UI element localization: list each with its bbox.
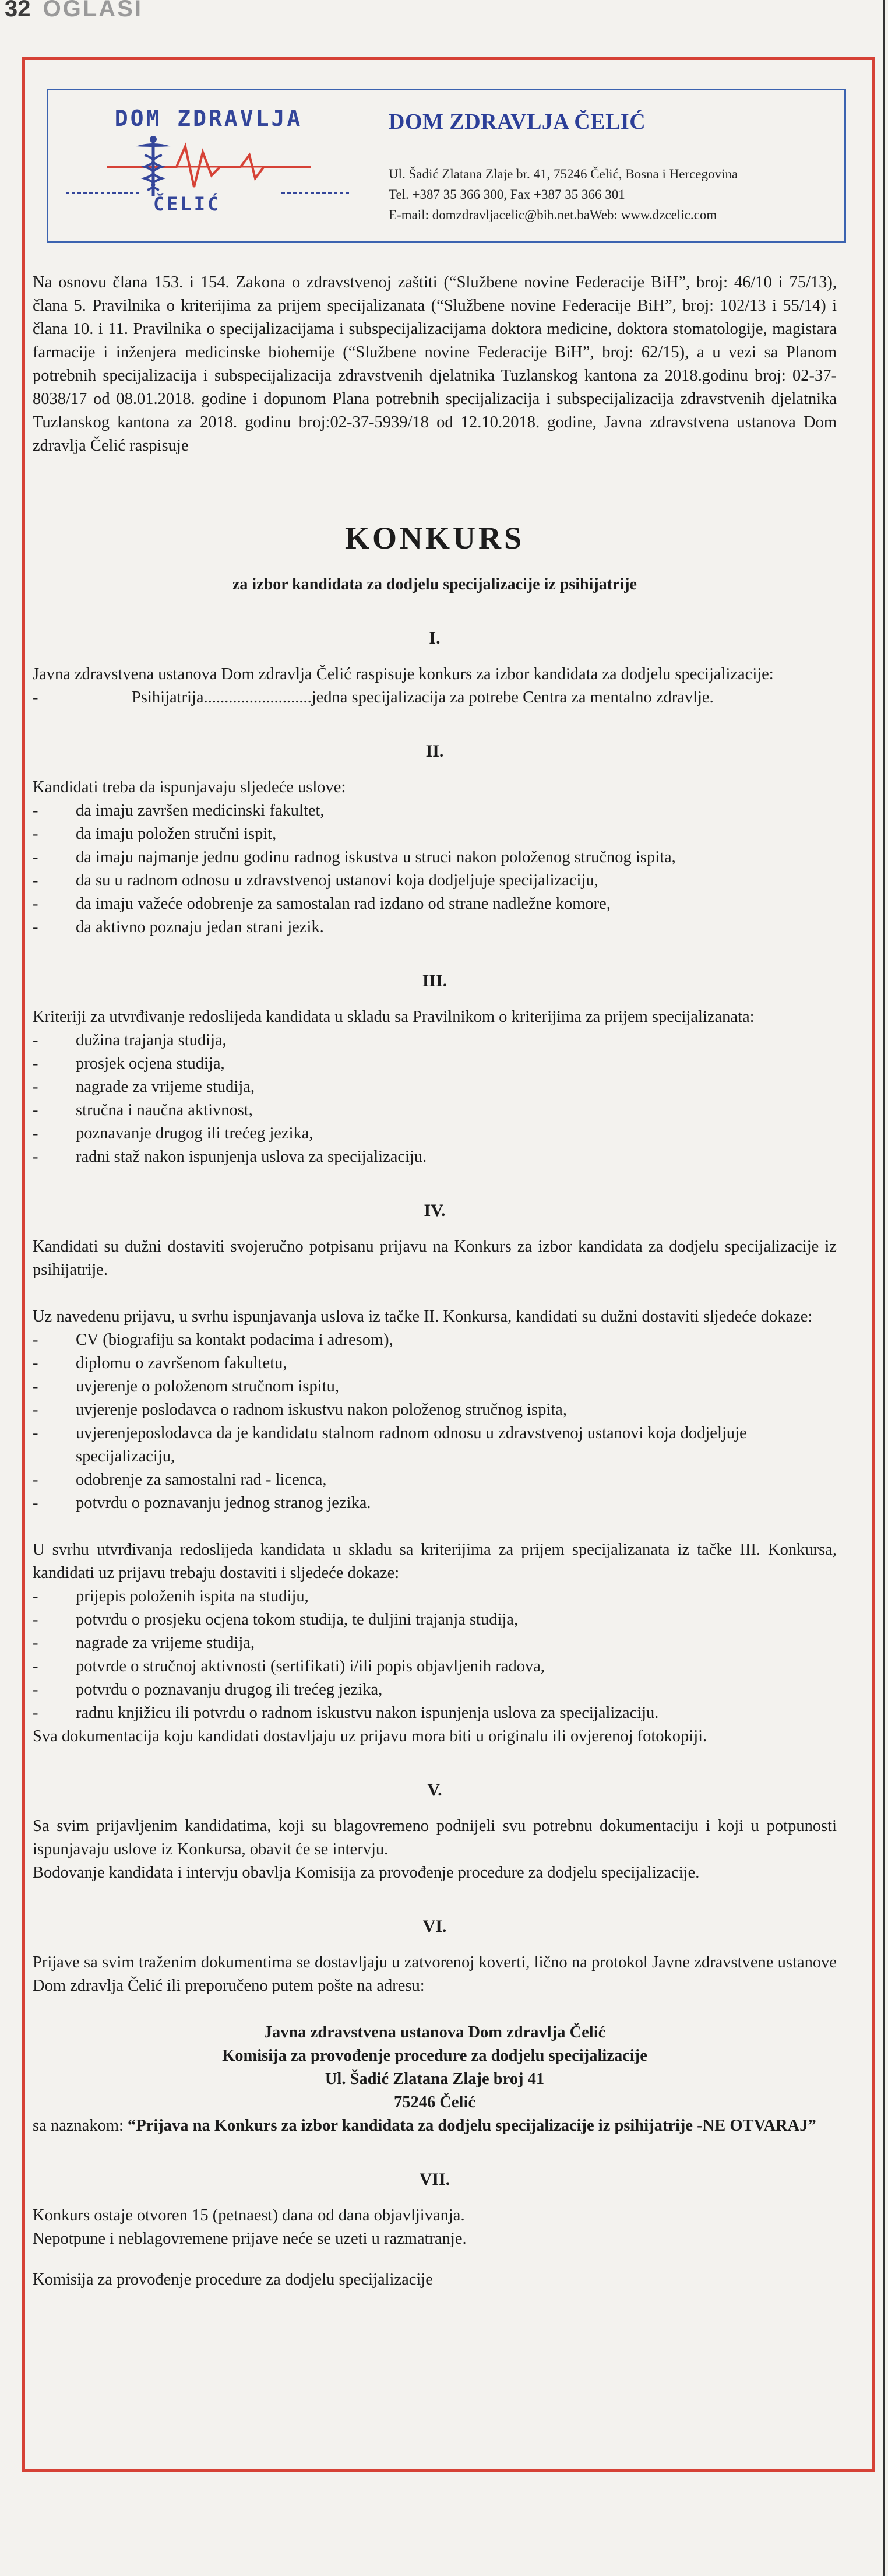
envelope-note-prefix: sa naznakom: <box>33 2117 128 2135</box>
list-item: - poznavanje drugog ili trećeg jezika, <box>33 1122 837 1145</box>
section-3-number: III. <box>422 971 447 990</box>
section-4-text-1: Kandidati su dužni dostaviti svojeručno potpisanu prijavu na Konkurs za izbor kandidata za dodjelu specijalizacije iz psihijatrije. <box>33 1238 837 1279</box>
list-item: - da imaju važeće odobrenje za samostalan rad izdano od strane nadležne komore, <box>33 892 837 916</box>
list-item: - potvrdu o poznavanju jednog stranog jezika. <box>33 1492 837 1515</box>
section-1-number: I. <box>429 628 441 648</box>
list-item: - potvrde o stručnoj aktivnosti (sertifikati) i/ili popis objavljenih radova, <box>33 1655 837 1678</box>
letterhead <box>47 89 846 243</box>
list-item: - potvrdu o prosjeku ocjena tokom studija, te duljini trajanja studija, <box>33 1608 837 1632</box>
section-4-text-2: Uz navedenu prijavu, u svrhu ispunjavanja uslova iz tačke II. Konkursa, kandidati su dužni dostaviti sljedeće dokaze: <box>33 1308 813 1326</box>
org-name: DOM ZDRAVLJA ČELIĆ <box>389 110 646 134</box>
logo <box>66 106 351 228</box>
section-6-text: Prijave sa svim traženim dokumentima se dostavljaju u zatvorenoj koverti, lično na protokol Javne zdravstvene ustanove Dom zdravlja Čelić ili preporučeno putem pošte na adresu: <box>33 1953 837 1995</box>
section-4-list-a <box>33 1329 837 1515</box>
org-address: Ul. Šadić Zlatana Zlaje br. 41, 75246 Čelić, Bosna i Hercegovina <box>389 167 738 181</box>
section-5-text-1: Sa svim prijavljenim kandidatima, koji su blagovremeno podnijeli svu potrebnu dokumentaciju i koji u potpunosti ispunjavaju uslove iz Konkursa, obavit će se intervju. <box>33 1817 837 1858</box>
list-item: - uvjerenjeposlodavca da je kandidatu stalnom radnom odnosu u zdravstvenoj ustanovi koja dodjeljuje specijalizaciju, <box>33 1422 837 1468</box>
section-5-text-2: Bodovanje kandidata i intervju obavlja Komisija za provođenje procedure za dodjelu specijalizacije. <box>33 1864 700 1882</box>
list-item: - stručna i naučna aktivnost, <box>33 1099 837 1122</box>
list-item: - da aktivno poznaju jedan strani jezik. <box>33 916 837 939</box>
list-item: - radnu knjižicu ili potvrdu o radnom iskustvu nakon ispunjenja uslova za specijalizaciju. <box>33 1702 837 1725</box>
section-6-number: VI. <box>422 1917 447 1936</box>
logo-bottom-text: ČELIĆ <box>153 193 221 215</box>
list-item: - da su u radnom odnosu u zdravstvenoj ustanovi koja dodjeljuje specijalizaciju, <box>33 869 837 892</box>
list-item: - uvjerenje o položenom stručnom ispitu, <box>33 1375 837 1398</box>
list-item: - diplomu o završenom fakultetu, <box>33 1352 837 1375</box>
list-item: - prijepis položenih ispita na studiju, <box>33 1585 837 1608</box>
page-edge-line <box>883 0 885 2576</box>
document-title: KONKURS <box>344 521 525 556</box>
section-1-item <box>33 686 837 709</box>
section-1-text: Javna zdravstvena ustanova Dom zdravlja Čelić raspisuje konkurs za izbor kandidata za dodjelu specijalizacije: <box>33 665 774 683</box>
section-3-list <box>33 1029 837 1169</box>
list-item: - prosjek ocjena studija, <box>33 1052 837 1076</box>
list-item: - CV (biografiju sa kontakt podacima i adresom), <box>33 1329 837 1352</box>
document-subtitle: za izbor kandidata za dodjelu specijalizacije iz psihijatrije <box>232 575 637 593</box>
address-line: Komisija za provođenje procedure za dodjelu specijalizacije <box>222 2047 647 2065</box>
section-2-number: II. <box>425 741 444 761</box>
list-item: - da imaju najmanje jednu godinu radnog iskustva u struci nakon položenog stručnog ispita, <box>33 846 837 869</box>
logo-top-text: DOM ZDRAVLJA <box>114 106 303 131</box>
intro-paragraph: Na osnovu člana 153. i 154. Zakona o zdravstvenoj zaštiti (“Službene novine Federacije BiH”, broj: 46/10 i 75/13), člana 5. Pravilnika o kriterijima za prijem specijalizanata (“Službene novine Federacije BiH”, broj: 102/13 i 55/14) i člana 10. i 11. Pravilnika o specijalizacijama i subspecijalizacijama doktora medicine, doktora stomatologije, magistara farmacije i inženjera medicinske biohemije (“Službene novine Federacije BiH”, broj: 62/15), a u vezi sa Planom potrebnih specijalizacija i subspecijalizacija zdravstvenih djelatnika Tuzlanskog kantona za 2018.godinu broj: 02-37-8038/17 od 08.01.2018. godine i dopunom Plana potrebnih specijalizacija i subspecijalizacija zdravstvenih djelatnika Tuzlanskog kantona za 2018. godinu broj:02-37-5939/18 od 12.10.2018. godine, Javna zdravstvena ustanova Dom zdravlja Čelić raspisuje <box>33 273 837 455</box>
section-2-text: Kandidati treba da ispunjavaju sljedeće uslove: <box>33 778 346 796</box>
section-2-list <box>33 799 837 939</box>
section-4-number: IV. <box>424 1201 446 1220</box>
list-item: - potvrdu o poznavanju drugog ili trećeg jezika, <box>33 1678 837 1702</box>
list-item: - odobrenje za samostalni rad - licenca, <box>33 1468 837 1492</box>
section-4-text-3: U svrhu utvrđivanja redoslijeda kandidata u skladu sa kriterijima za prijem specijalizanata iz tačke III. Konkursa, kandidati uz prijavu trebaju dostaviti i sljedeće dokaze: <box>33 1541 837 1582</box>
section-3-text: Kriteriji za utvrđivanje redoslijeda kandidata u skladu sa Pravilnikom o kriterijima za prijem specijalizanata: <box>33 1008 755 1026</box>
section-7-text-1: Konkurs ostaje otvoren 15 (petnaest) dana od dana objavljivanja. <box>33 2206 465 2224</box>
list-item: - uvjerenje poslodavca o radnom iskustvu nakon položenog stručnog ispita, <box>33 1398 837 1422</box>
dash-marker: - <box>33 688 38 707</box>
envelope-note <box>33 2114 837 2138</box>
list-item: - da imaju položen stručni ispit, <box>33 823 837 846</box>
envelope-note-text: “Prijava na Konkurs za izbor kandidata za dodjelu specijalizacije iz psihijatrije -NE OTVARAJ” <box>128 2117 816 2135</box>
section-7-number: VII. <box>419 2170 450 2189</box>
address-line: Ul. Šadić Zlatana Zlaje broj 41 <box>325 2070 545 2088</box>
list-item: - radni staž nakon ispunjenja uslova za specijalizaciju. <box>33 1145 837 1169</box>
list-item: - dužina trajanja studija, <box>33 1029 837 1052</box>
section-1-item-text: Psihijatrija..........................jedna specijalizacija za potrebe Centra za mentalno zdravlje. <box>132 688 714 707</box>
delivery-address <box>33 2021 837 2114</box>
signature-line: Komisija za provođenje procedure za dodjelu specijalizacije <box>33 2271 433 2289</box>
address-line: 75246 Čelić <box>393 2093 476 2111</box>
list-item: - nagrade za vrijeme studija, <box>33 1076 837 1099</box>
list-item: - nagrade za vrijeme studija, <box>33 1632 837 1655</box>
org-email-web: E-mail: domzdravljacelic@bih.net.baWeb: www.dzcelic.com <box>389 208 717 222</box>
page-section: OGLASI <box>43 0 143 17</box>
page-number: 32 <box>5 0 31 17</box>
advert-body <box>33 271 837 2292</box>
section-5-number: V. <box>427 1780 442 1800</box>
page-header <box>0 0 888 17</box>
section-7-text-2: Nepotpune i neblagovremene prijave neće se uzeti u razmatranje. <box>33 2230 467 2248</box>
org-info <box>389 109 831 225</box>
section-4-text-4: Sva dokumentacija koju kandidati dostavljaju uz prijavu mora biti u originalu ili ovjerenoj fotokopiji. <box>33 1727 707 1745</box>
list-item: - da imaju završen medicinski fakultet, <box>33 799 837 823</box>
org-phone: Tel. +387 35 366 300, Fax +387 35 366 301 <box>389 187 625 202</box>
section-4-list-b <box>33 1585 837 1725</box>
address-line: Javna zdravstvena ustanova Dom zdravlja Čelić <box>263 2023 606 2041</box>
caduceus-heartbeat-icon <box>66 135 351 199</box>
